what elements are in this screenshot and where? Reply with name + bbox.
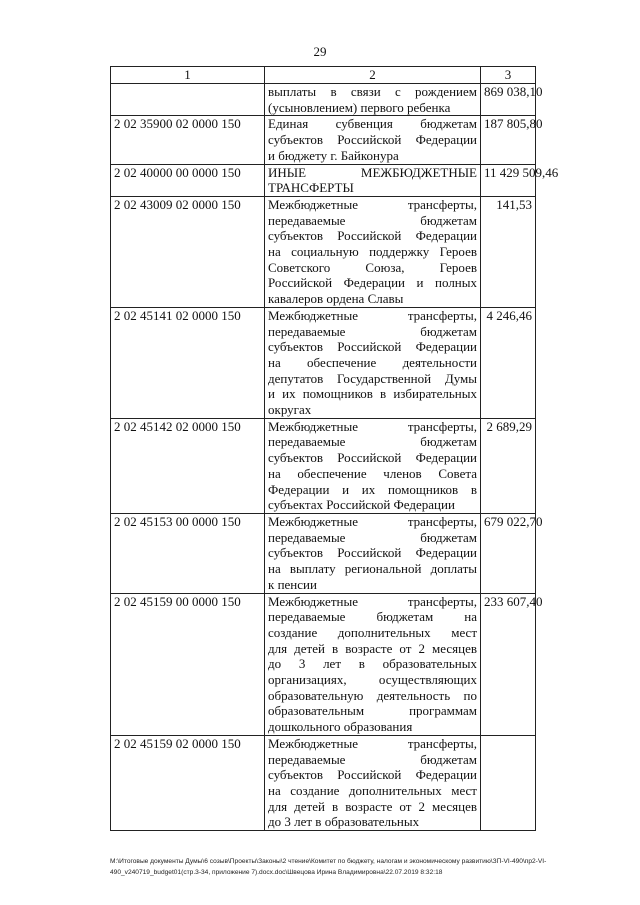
document-path-footer — [110, 856, 615, 878]
table-header-row — [111, 67, 536, 84]
table-body — [111, 84, 559, 831]
table-row — [111, 196, 536, 307]
revenue-name-line: кавалеров ордена Славы — [268, 291, 404, 307]
revenue-name-line: на создание дополнительных мест — [268, 782, 477, 798]
table-row — [111, 116, 536, 164]
revenue-name-cell — [265, 735, 481, 830]
revenue-name-line: субъектах Российской Федерации — [268, 497, 455, 513]
revenue-name-line: создание дополнительных мест — [268, 624, 477, 640]
column-header-name: 2 — [265, 67, 481, 84]
revenue-code-cell: 2 02 45142 02 0000 150 — [111, 418, 265, 513]
revenue-name-line: округах — [268, 402, 312, 418]
revenue-name-line: на выплату региональной доплаты — [268, 561, 477, 577]
revenue-name-line: Межбюджетные трансферты, — [268, 513, 477, 529]
revenue-sum-cell: 2 689,29 — [481, 418, 536, 513]
table-row — [111, 513, 536, 593]
revenue-sum-cell: 141,53 — [481, 196, 536, 307]
revenue-table — [110, 66, 559, 831]
revenue-name-line: выплаты в связи с рождением — [268, 84, 477, 99]
revenue-code-cell: 2 02 45141 02 0000 150 — [111, 307, 265, 418]
revenue-code-cell: 2 02 45159 00 0000 150 — [111, 593, 265, 735]
revenue-name-line: для детей в возрасте от 2 месяцев — [268, 798, 477, 814]
revenue-name-cell — [265, 418, 481, 513]
revenue-name-line: Межбюджетные трансферты, — [268, 307, 477, 323]
revenue-name-line: до 3 лет в образовательных — [268, 814, 420, 830]
revenue-name-line: передаваемые бюджетам — [268, 751, 477, 767]
table-row — [111, 84, 536, 116]
revenue-name-line: для детей в возрасте от 2 месяцев — [268, 640, 477, 656]
revenue-name-line: Российской Федерации и полных — [268, 275, 477, 291]
revenue-name-cell — [265, 84, 481, 116]
revenue-name-line: организациях, осуществляющих — [268, 672, 477, 688]
revenue-name-line: субъектов Российской Федерации — [268, 767, 477, 783]
footer-line: 490_v240719_budget01(стр.3-34, приложение 7).docx.doc\Швецова Ирина Владимировна\22.07.2019 8:32:18 — [110, 869, 443, 876]
revenue-code-cell: 2 02 45153 00 0000 150 — [111, 513, 265, 593]
table-row — [111, 593, 536, 735]
column-header-code: 1 — [111, 67, 265, 84]
revenue-name-line: субъектов Российской Федерации — [268, 132, 477, 148]
revenue-name-cell — [265, 593, 481, 735]
revenue-name-line: Единая субвенция бюджетам — [268, 116, 477, 132]
revenue-name-line: образовательную деятельность по — [268, 687, 477, 703]
revenue-name-line: передаваемые бюджетам — [268, 212, 477, 228]
revenue-name-line: депутатов Государственной Думы — [268, 370, 477, 386]
table-row — [111, 307, 536, 418]
revenue-name-cell — [265, 164, 481, 196]
revenue-name-cell — [265, 513, 481, 593]
revenue-name-line: субъектов Российской Федерации — [268, 545, 477, 561]
revenue-sum-cell: 679 022,70 — [481, 513, 536, 593]
revenue-name-cell — [265, 116, 481, 164]
revenue-name-line: субъектов Российской Федерации — [268, 450, 477, 466]
revenue-name-line: на социальную поддержку Героев — [268, 244, 477, 260]
table-row — [111, 164, 536, 196]
revenue-code-cell: 2 02 40000 00 0000 150 — [111, 164, 265, 196]
revenue-code-cell: 2 02 45159 02 0000 150 — [111, 735, 265, 830]
revenue-sum-cell: 4 246,46 — [481, 307, 536, 418]
revenue-name-line: субъектов Российской Федерации — [268, 339, 477, 355]
revenue-code-cell: 2 02 35900 02 0000 150 — [111, 116, 265, 164]
revenue-name-line: Межбюджетные трансферты, — [268, 593, 477, 609]
revenue-name-line: на обеспечение членов Совета — [268, 465, 477, 481]
revenue-name-cell — [265, 307, 481, 418]
page-number: 29 — [313, 44, 327, 59]
revenue-sum-cell: 11 429 509,46 — [481, 164, 536, 196]
revenue-name-line: Межбюджетные трансферты, — [268, 196, 477, 212]
revenue-name-line: передаваемые бюджетам — [268, 529, 477, 545]
table-row — [111, 418, 536, 513]
column-header-sum: 3 — [481, 67, 536, 84]
revenue-sum-cell — [481, 735, 536, 830]
footer-line: M:\Итоговые документы Думы\6 созыв\Проекты\Законы\2 чтение\Комитет по бюджету, налогам и экономическому развитию\ЗП-VI-490\пр2-VI- — [110, 858, 547, 865]
revenue-code-cell — [111, 84, 265, 116]
revenue-sum-cell: 869 038,10 — [481, 84, 536, 116]
table-row — [111, 735, 536, 830]
revenue-sum-cell: 233 607,40 — [481, 593, 536, 735]
revenue-name-line: до 3 лет в образовательных — [268, 656, 477, 672]
revenue-name-line: на обеспечение деятельности — [268, 354, 477, 370]
revenue-name-line: Советского Союза, Героев — [268, 259, 477, 275]
revenue-name-line: передаваемые бюджетам — [268, 323, 477, 339]
revenue-name-line: образовательным программам — [268, 703, 477, 719]
revenue-name-line: ИНЫЕ МЕЖБЮДЖЕТНЫЕ — [268, 164, 477, 180]
revenue-name-line: Межбюджетные трансферты, — [268, 418, 477, 434]
revenue-sum-cell: 187 805,80 — [481, 116, 536, 164]
revenue-name-line: (усыновлением) первого ребенка — [268, 99, 451, 115]
revenue-name-line: дошкольного образования — [268, 719, 413, 735]
revenue-name-line: субъектов Российской Федерации — [268, 228, 477, 244]
revenue-name-line: и их помощников в избирательных — [268, 386, 477, 402]
revenue-name-line: Межбюджетные трансферты, — [268, 735, 477, 751]
revenue-name-line: передаваемые бюджетам на — [268, 609, 477, 625]
revenue-name-line: передаваемые бюджетам — [268, 434, 477, 450]
revenue-name-line: ТРАНСФЕРТЫ — [268, 180, 354, 196]
revenue-name-line: и бюджету г. Байконура — [268, 147, 399, 163]
revenue-name-line: Федерации и их помощников в — [268, 481, 477, 497]
revenue-name-line: к пенсии — [268, 576, 317, 592]
revenue-code-cell: 2 02 43009 02 0000 150 — [111, 196, 265, 307]
revenue-name-cell — [265, 196, 481, 307]
